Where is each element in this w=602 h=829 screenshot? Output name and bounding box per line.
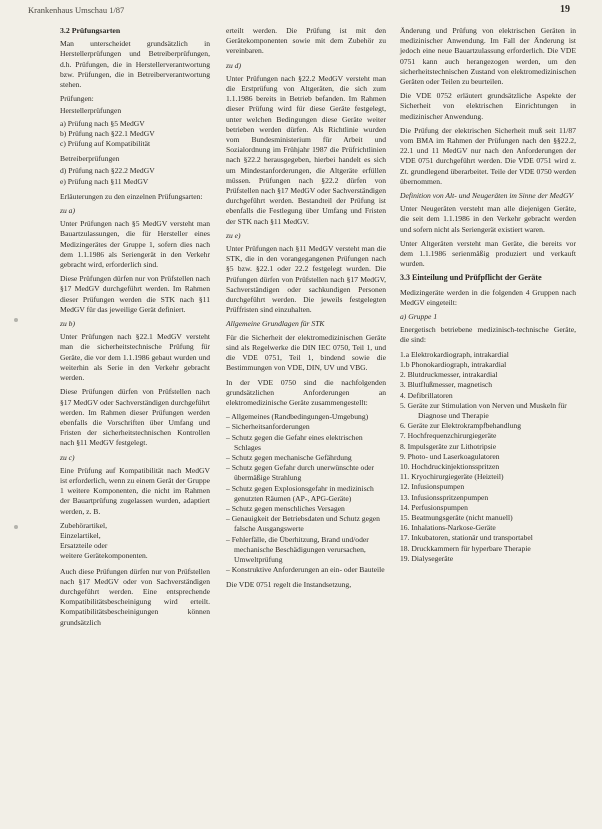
column-middle: [226, 26, 386, 595]
list-item: – Schutz gegen die Gefahr eines elektrischen Schlages: [226, 432, 363, 452]
device-list: [400, 350, 576, 564]
list-item: 15. Beatmungsgeräte (nicht manuell): [400, 512, 513, 522]
list-item: 8. Impulsgeräte zur Lithotripsie: [400, 441, 497, 451]
list: [60, 119, 210, 150]
subsection-label: zu b): [60, 319, 75, 329]
paragraph: Die VDE 0751 regelt die Instandsetzung,: [226, 580, 352, 590]
list: [60, 166, 210, 186]
list-item: 13. Infusionsspritzenpumpen: [400, 492, 489, 502]
list-item: 19. Dialysegeräte: [400, 553, 454, 563]
list-item: 12. Infusionspumpen: [400, 482, 465, 492]
subsection-label: zu e): [226, 230, 241, 240]
paragraph: Änderung und Prüfung von elektrischen Geräten in medizinischer Anwendung. Im Fall der Änderung ist jedoch eine neue Bauartzulassung erforderlich. Die VDE 0751 kann auch herangezogen werden, um den sicherheitstechnischen Zustand von elektromedizinischen Geräten oder Teilen zu beurteilen.: [400, 26, 576, 87]
list-item: – Schutz gegen menschliches Versagen: [226, 503, 345, 513]
list-item: c) Prüfung auf Kompatibilität: [60, 139, 151, 149]
list-item: – Fehlerfälle, die Überhitzung, Brand und/oder mechanische Beschädigungen verursachen, Umweltprüfung: [226, 534, 369, 564]
list-item: 14. Perfusionspumpen: [400, 502, 468, 512]
subsection-heading: Definition von Alt- und Neugeräten im Sinne der MedGV: [400, 191, 574, 201]
list-item: – Schutz gegen Explosionsgefahr in medizinisch genutzten Räumen (AP-, APG-Geräte): [226, 483, 374, 503]
paragraph: Unter Neugeräten versteht man alle diejenigen Geräte, die seit dem 1.1.1986 in den Verkehr gebracht werden und sofern nicht als Seriengerät existiert waren.: [400, 204, 576, 234]
list-item: Ersatzteile oder: [60, 541, 108, 551]
list-heading: Betreiberprüfungen: [60, 154, 120, 164]
list-item: 2. Blutdruckmesser, intrakardial: [400, 370, 498, 380]
list-item: 4. Defibrillatoren: [400, 390, 453, 400]
paragraph: Erläuterungen zu den einzelnen Prüfungsarten:: [60, 191, 203, 201]
section-heading: 3.2 Prüfungsarten: [60, 26, 121, 35]
requirements-list: [226, 412, 386, 575]
paragraph: erteilt werden. Die Prüfung ist mit den Gerätekomponenten sowie mit dem Zubehör zu vereinbaren.: [226, 26, 386, 56]
running-head: Krankenhaus Umschau 1/87: [28, 5, 125, 15]
list-item: Einzelartikel,: [60, 530, 101, 540]
list-item: 3. Blutflußmesser, magnetisch: [400, 380, 493, 390]
subsection-label: zu c): [60, 452, 75, 462]
list-item: 18. Druckkammern für hyperbare Therapie: [400, 543, 531, 553]
paragraph: Energetisch betriebene medizinisch-technische Geräte, die sind:: [400, 325, 576, 345]
list: [60, 521, 210, 562]
paragraph: Auch diese Prüfungen dürfen nur von Prüfstellen nach §17 MedGV oder von Sachverständigen durchgeführt werden. Eine entsprechende Kompatibilitätsbescheinigung wird erteilt. Kompatibilitätsbescheinigungen können grundsätzlich: [60, 566, 210, 627]
subsection-label: zu d): [226, 60, 241, 70]
list-item: b) Prüfung nach §22.1 MedGV: [60, 128, 155, 138]
list-item: – Konstruktive Anforderungen an ein- oder Bauteile: [226, 565, 385, 575]
list-item: 7. Hochfrequenzchirurgiegeräte: [400, 431, 497, 441]
page-number: 19: [560, 4, 570, 15]
list-item: – Allgemeines (Randbedingungen-Umgebung): [226, 412, 369, 422]
paragraph: Man unterscheidet grundsätzlich in Herstellerprüfungen und Betreiberprüfungen, d.h. Prüfungen, die in Herstellerverantwortung bzw. Prüfungen, die in Betreiberverantwortung stehen.: [60, 39, 210, 90]
list-item: 1.b Phonokardiograph, intrakardial: [400, 359, 507, 369]
paragraph: Die VDE 0752 erläutert grundsätzliche Aspekte der Sicherheit von elektrischen Einrichtungen in medizinischer Anwendung.: [400, 91, 576, 121]
list-item: – Schutz gegen Gefahr durch unerwünschte oder übermäßige Strahlung: [226, 463, 375, 483]
list-item: 16. Inhalations-Narkose-Geräte: [400, 523, 496, 533]
paragraph: Unter Prüfungen nach §22.1 MedGV versteht man die sicherheitstechnische Prüfung für Geräte, die vor dem 1.1.1986 gebaut wurden und weiterhin als Serie in den Verkehr gebracht werden.: [60, 332, 210, 383]
list-item: 9. Photo- und Laserkoagulatoren: [400, 451, 500, 461]
list-item: 10. Hochdruckinjektionsspritzen: [400, 461, 500, 471]
list-item: Zubehörartikel,: [60, 520, 108, 530]
list-item: 1.a Elektrokardiograph, intrakardial: [400, 349, 509, 359]
subsection-heading: Allgemeine Grundlagen für STK: [226, 319, 325, 329]
paragraph: Unter Prüfungen nach §11 MedGV versteht man die STK, die in den vorangegangenen Prüfungen nach §5 bzw. §22.1 oder 22.2 festgelegt wurden. Die Prüfungen dürfen von Prüfstellen nach §17 MedGV, Sachverständigen oder sachkundigen Personen durchgeführt werden. Die jeweils festgelegten Prüffristen sind einzuhalten.: [226, 244, 386, 315]
list-item: – Sicherheitsanforderungen: [226, 422, 310, 432]
list-heading: Herstellerprüfungen: [60, 106, 122, 116]
paragraph: Die Prüfung der elektrischen Sicherheit muß seit 11/87 vom BMA im Rahmen der Prüfungen nach den §§22.2, 22.1 und 11 MedGV nur nach den Anforderungen der VDE 0751 durchgeführt werden. Die VDE 0751 wird z. Zt. grundlegend überarbeitet. Teile der VDE 0750 werden übernommen.: [400, 125, 576, 186]
list-item: weitere Gerätekomponenten.: [60, 551, 148, 561]
list-item: 6. Geräte zur Elektrokrampfbehandlung: [400, 421, 522, 431]
paragraph: Diese Prüfungen dürfen nur von Prüfstellen nach §17 MedGV durchgeführt werden. Im Rahmen dieser Prüfungen werden die STK nach §11 MedGV für das jeweilige Gerät definiert.: [60, 274, 210, 314]
list-item: 5. Geräte zur Stimulation von Nerven und Muskeln für Diagnose und Therapie: [400, 400, 567, 420]
punch-mark: [14, 525, 18, 529]
paragraph: Eine Prüfung auf Kompatibilität nach MedGV ist erforderlich, wenn zu einem Gerät der Gruppe 1 weitere Komponenten, die nicht im Rahmen der Bauartprüfung zugelassen wurden, adaptiert werden, z. B.: [60, 465, 210, 516]
list-item: a) Prüfung nach §5 MedGV: [60, 118, 145, 128]
column-left: [60, 26, 210, 632]
paragraph: Unter Prüfungen nach §5 MedGV versteht man Bauartzulassungen, die für Hersteller eines Medizingerätes der Gruppe 1, sofern dies nach dem 1.1.1986 als Seriengerät in den Verkehr gebracht wird, erforderlich sind.: [60, 219, 210, 270]
paragraph: In der VDE 0750 sind die nachfolgenden grundsätzlichen Anforderungen an elektromedizinische Geräte zusammengestellt:: [226, 377, 386, 407]
paragraph: Diese Prüfungen dürfen von Prüfstellen nach §17 MedGV oder Sachverständigen durchgeführt werden. Im Rahmen dieser Prüfungen werden ebenfalls die Vorschriften über Umfang und Fristen der sicherheitstechnischen Kontrollen nach §11 MedGV festgelegt.: [60, 387, 211, 448]
paragraph: Für die Sicherheit der elektromedizinischen Geräte sind als Regelwerke die DIN IEC 0750, Teil 1, und die VDE 0751, Teil 1, bindend sowie die Bestimmungen von VDE, DIN, UV und VBG.: [226, 332, 386, 373]
subsection-label: zu a): [60, 206, 75, 216]
column-right: [400, 26, 576, 569]
list-item: 11. Kryochirurgiegeräte (Heizteil): [400, 472, 504, 482]
list-item: 17. Inkubatoren, stationär und transportabel: [400, 533, 533, 543]
paragraph: Unter Altgeräten versteht man Geräte, die bereits vor dem 1.1.1986 serienmäßig produziert und verkauft wurden.: [400, 238, 576, 269]
list-item: – Schutz gegen mechanische Gefährdung: [226, 452, 352, 462]
list-item: – Genauigkeit der Betriebsdaten und Schutz gegen falsche Ausgangswerte: [226, 514, 380, 534]
section-heading: 3.3 Einteilung und Prüfpflicht der Geräte: [400, 273, 542, 283]
list-item: e) Prüfung nach §11 MedGV: [60, 176, 149, 186]
punch-mark: [14, 318, 18, 322]
paragraph: Unter Prüfungen nach §22.2 MedGV versteht man die Erstprüfung von Altgeräten, die sich zum 1.1.1986 bereits in Betrieb befanden. Im Rahmen dieser Prüfung wird für diese Geräte festgelegt, unter welchen Bedingungen diese Geräte weiter betrieben werden dürfen. Als Richtlinie wurden vom Bundesministerium für Arbeit und Sozialordnung im Frühjahr 1987 die Prüfrichtlinien nach §22.2 herausgegeben, hierbei handelt es sich um Mindestanforderungen, die Altgeräte erfüllen müssen. Prüfungen nach §22.2 dürfen von Prüfstellen nach §17 MedGV oder Sachverständigen durchgeführt werden. Bestandteil der Prüfung ist ebenfalls die Festlegung über Umfang und Fristen der STK nach §11 MedGV.: [226, 73, 386, 226]
list-item: d) Prüfung nach §22.2 MedGV: [60, 166, 155, 176]
paragraph: Medizingeräte werden in die folgenden 4 Gruppen nach MedGV eingeteilt:: [400, 287, 576, 307]
list-heading: Prüfungen:: [60, 94, 94, 104]
subsection-label: a) Gruppe 1: [400, 312, 438, 322]
